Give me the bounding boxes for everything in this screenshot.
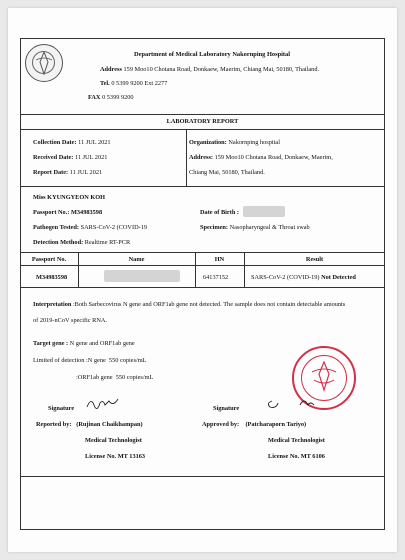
received-value: 11 JUL 2021: [74, 154, 108, 161]
cell-hn: 64137152: [203, 274, 229, 281]
pathogen-label: Pathogen Tested:: [33, 224, 80, 231]
specimen-field: [200, 224, 310, 232]
signature-label-right: Signature: [213, 405, 240, 412]
col-header-hn: HN: [214, 256, 225, 263]
reported-label: Reported by:: [36, 421, 72, 428]
limit-label: Limited of detection: [33, 357, 85, 364]
col-header-name: Name: [128, 256, 145, 263]
pathogen-value: SARS-CoV-2 (COVID-19: [80, 224, 148, 231]
interpretation-label: Interpretation: [33, 301, 72, 308]
approved-title: Medical Technologist: [268, 437, 325, 444]
target-label: Target gene :: [33, 340, 69, 347]
organization-address-line1: 159 Moo10 Chotana Road, Donkaew, Maerim,: [214, 154, 333, 161]
report-title: LABORATORY REPORT: [166, 118, 239, 125]
redacted-name: [104, 270, 180, 282]
cell-passport: M34983598: [36, 274, 68, 281]
redacted-dob: [243, 206, 285, 217]
passport-field: [33, 209, 102, 217]
report-label: Report Date:: [33, 169, 69, 176]
organization-address-label: Address:: [189, 154, 214, 161]
col-header-result: Result: [305, 256, 324, 263]
fax-label: FAX: [88, 94, 101, 101]
reported-license: License No. MT 13163: [85, 453, 146, 460]
limit-n-label: :N gene: [86, 357, 106, 364]
organization-address: [189, 154, 333, 162]
report-frame: [20, 38, 385, 530]
passport-value: M34983598: [70, 209, 103, 216]
result-text: SARS-CoV-2 (COVID-19): [251, 274, 320, 281]
target-value: N gene and ORF1ab gene: [69, 340, 135, 347]
approved-label: Approved by:: [202, 421, 240, 428]
interpretation-text: :Both Sarbecovirus N gene and ORF1ab gene not detected. The sample does not contain detectable amounts: [72, 301, 346, 308]
passport-label: Passport No.:: [33, 209, 70, 216]
organization-address-line2: Chiang Mai, 50180, Thailand.: [189, 169, 265, 176]
method-field: [33, 239, 130, 247]
organization-value: Nakornping hospital: [228, 139, 280, 146]
reported-name: (Rujinan Chaikhampan): [76, 421, 143, 428]
approved-name: (Patcharaporn Tariyo): [245, 421, 307, 428]
col-header-passport: Passport No.: [31, 256, 67, 263]
method-value: Realtime RT-PCR: [84, 239, 131, 246]
interpretation-line2: of 2019-nCoV specific RNA.: [33, 317, 108, 324]
specimen-value: Nasopharyngeal & Throat swab: [229, 224, 310, 231]
limit-n-gene: [33, 357, 147, 365]
collection-date: [33, 139, 111, 147]
pathogen-field: [33, 224, 147, 232]
collection-value: 11 JUL 2021: [78, 139, 111, 146]
limit-orf-gene: [76, 374, 153, 382]
approved-by: [202, 421, 306, 429]
cell-result: [251, 274, 356, 282]
address-label: Address: [100, 66, 122, 73]
report-value: 11 JUL 2021: [69, 169, 103, 176]
method-label: Detection Method:: [33, 239, 84, 246]
approved-license: License No. MT 6106: [268, 453, 325, 460]
target-gene: [33, 340, 135, 348]
organization-label: Organization:: [189, 139, 227, 146]
interpretation-line1: [33, 301, 345, 309]
received-label: Received Date:: [33, 154, 74, 161]
received-date: [33, 154, 107, 162]
patient-name: Miss KYUNGYEON KOH: [33, 194, 106, 201]
signature-left-mark: [85, 395, 121, 411]
limit-orf-value: 550 copies/mL: [115, 374, 154, 381]
reported-by: [36, 421, 143, 429]
report-date: [33, 169, 102, 177]
limit-orf-label: :ORF1ab gene: [76, 374, 113, 381]
dob-label: Date of Birth :: [200, 209, 239, 216]
department-title: Department of Medical Laboratory Nakornping Hospital: [134, 51, 291, 58]
tel-value: 0 5399 9200 Ext 2277: [111, 80, 168, 87]
address-value: 159 Moo10 Chotana Road, Donkaew, Maerim, Chiang Mai, 50180, Thailand.: [123, 66, 320, 73]
specimen-label: Specimen:: [200, 224, 228, 231]
organization: [189, 139, 280, 147]
collection-label: Collection Date:: [33, 139, 77, 146]
tel-label: Tel.: [100, 80, 110, 87]
signature-right-mark: [262, 393, 322, 411]
signature-label-left: Signature: [48, 405, 75, 412]
limit-n-value: 550 copies/mL: [108, 357, 147, 364]
result-status: Not Detected: [321, 274, 356, 281]
fax-value: 0 5399 9200: [102, 94, 134, 101]
reported-title: Medical Technologist: [85, 437, 142, 444]
